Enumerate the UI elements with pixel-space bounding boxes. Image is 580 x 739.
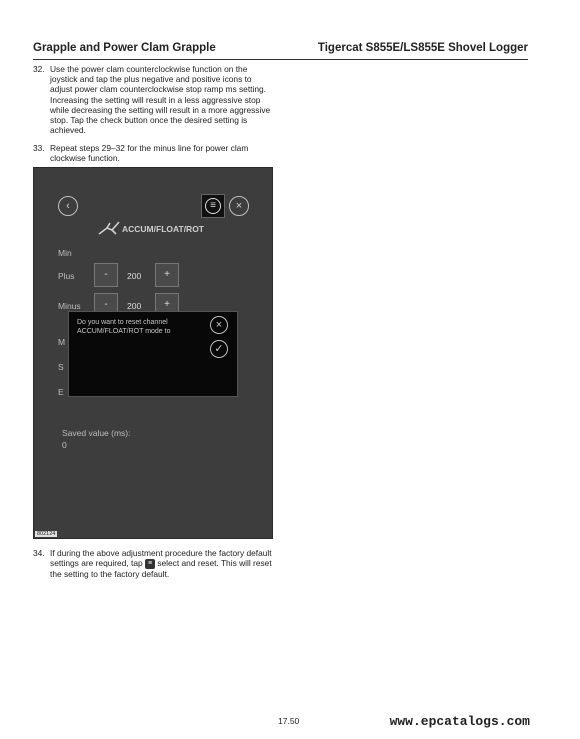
saved-value: 0 bbox=[62, 440, 67, 450]
back-arrow-icon[interactable]: ‹ bbox=[58, 196, 78, 216]
step-text bbox=[50, 548, 273, 579]
menu-icon: ≡ bbox=[145, 559, 155, 569]
saved-value-label: Saved value (ms): bbox=[62, 428, 131, 438]
step-32 bbox=[33, 64, 273, 135]
step-text: Use the power clam counterclockwise function on the joystick and tap the plus negative and positive icons to adjust power clam counterclockwise stop ramp ms setting. Increasing the setting will result in a less aggressive stop while decreasing the setting will result in a more aggressive stop. Tap the check button once the desired setting is achieved. bbox=[50, 64, 271, 136]
figure-id: 802124 bbox=[37, 531, 56, 537]
step-number: 33. bbox=[33, 143, 45, 153]
dialog-message: Do you want to reset channel ACCUM/FLOAT/ROT mode to bbox=[77, 319, 171, 335]
step-34 bbox=[33, 548, 273, 579]
function-title: ACCUM/FLOAT/ROT bbox=[122, 224, 204, 234]
x-icon[interactable]: × bbox=[210, 316, 228, 334]
header-rule bbox=[33, 59, 528, 60]
decrement-button[interactable]: - bbox=[94, 293, 118, 317]
step-number: 34. bbox=[33, 548, 45, 558]
grapple-icon bbox=[98, 220, 120, 236]
step-text: Repeat steps 29–32 for the minus line for power clam clockwise function. bbox=[50, 143, 249, 164]
display-screenshot bbox=[33, 167, 273, 539]
menu-icon[interactable]: ≡ bbox=[201, 194, 225, 218]
increment-button[interactable]: + bbox=[155, 293, 179, 317]
step-text-after: select and reset. This will reset the setting to the factory default. bbox=[50, 558, 272, 579]
step-33 bbox=[33, 143, 273, 163]
minus-value: 200 bbox=[127, 301, 142, 311]
check-icon[interactable]: ✓ bbox=[210, 340, 228, 358]
step-text-before: If during the above adjustment procedure the factory default settings are required, tap bbox=[50, 548, 272, 569]
row-label: E bbox=[58, 387, 64, 397]
machine-title: Tigercat S855E/LS855E Shovel Logger bbox=[317, 42, 528, 54]
section-title: Grapple and Power Clam Grapple bbox=[33, 42, 216, 54]
min-label: Min bbox=[58, 248, 72, 258]
watermark-url[interactable]: www.epcatalogs.com bbox=[389, 714, 530, 729]
reset-dialog bbox=[68, 311, 238, 397]
minus-label: Minus bbox=[58, 301, 81, 311]
plus-value: 200 bbox=[127, 271, 142, 281]
step-number: 32. bbox=[33, 64, 45, 74]
close-icon[interactable]: × bbox=[229, 196, 249, 216]
decrement-button[interactable]: - bbox=[94, 263, 118, 287]
page-number: 17.50 bbox=[278, 716, 300, 726]
row-label: M bbox=[58, 337, 66, 347]
increment-button[interactable]: + bbox=[155, 263, 179, 287]
row-label: S bbox=[58, 362, 64, 372]
plus-label: Plus bbox=[58, 271, 75, 281]
